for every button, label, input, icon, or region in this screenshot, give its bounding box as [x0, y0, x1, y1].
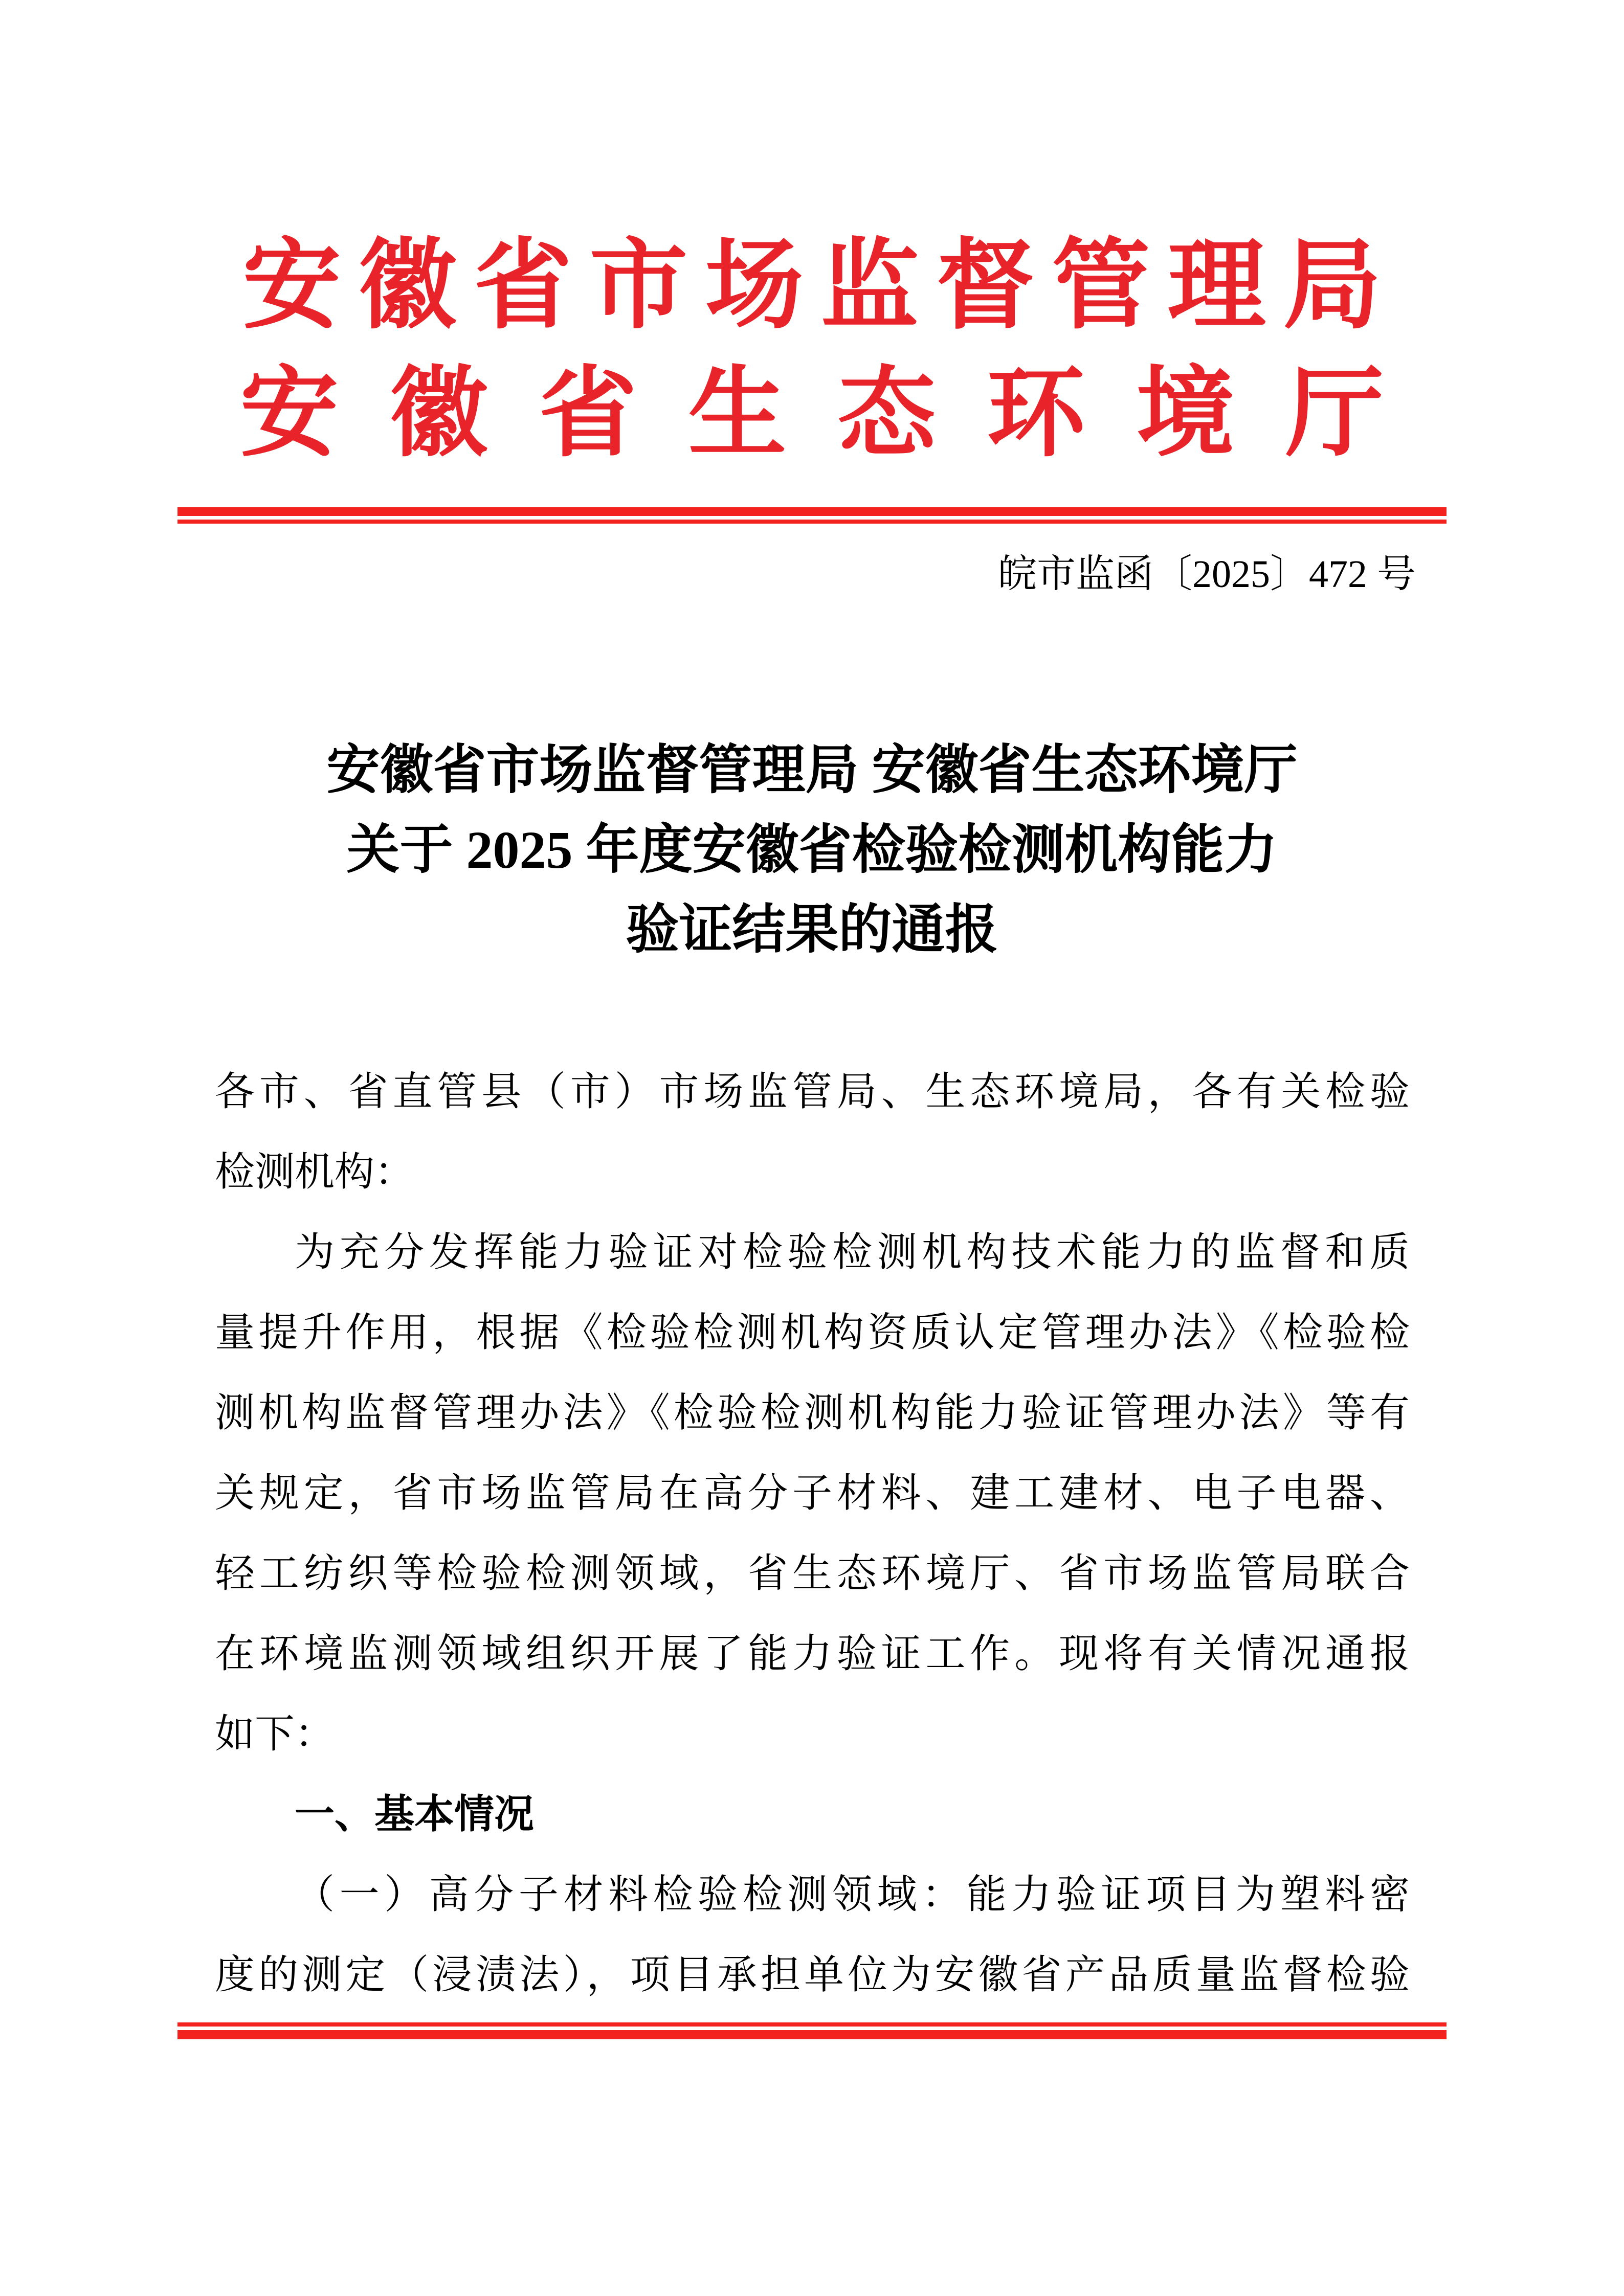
title-line-2: 关于 2025 年度安徽省检验检测机构能力 — [346, 821, 1278, 880]
body-line: 各市、省直管县（市）市场监管局、生态环境局，各有关检验 — [215, 1069, 1410, 1114]
body-line: 如下： — [215, 1712, 335, 1756]
body-line: 为充分发挥能力验证对检验检测机构技术能力的监督和质 — [295, 1230, 1410, 1274]
body-line: 测机构监督管理办法》《检验检测机构能力验证管理办法》等有 — [215, 1390, 1410, 1435]
document-number: 皖市监函〔2025〕472 号 — [998, 553, 1416, 596]
body-line: 量提升作用，根据《检验检测机构资质认定管理办法》《检验检 — [215, 1310, 1410, 1355]
body-line: 度的测定（浸渍法），项目承担单位为安徽省产品质量监督检验 — [215, 1952, 1410, 1997]
section-heading: 一、基本情况 — [295, 1791, 535, 1836]
header-rule-thin — [177, 520, 1447, 524]
body-line: 在环境监测领域组织开展了能力验证工作。现将有关情况通报 — [215, 1631, 1410, 1676]
document-title — [0, 731, 1624, 970]
title-line-3: 验证结果的通报 — [626, 901, 998, 959]
title-line-1: 安徽省市场监督管理局 安徽省生态环境厅 — [326, 741, 1298, 800]
body-line: 轻工纺织等检验检测领域，省生态环境厅、省市场监管局联合 — [215, 1551, 1410, 1595]
body-line: 检测机构： — [215, 1150, 415, 1194]
header-rule-thick — [177, 507, 1447, 516]
body-line: 关规定，省市场监管局在高分子材料、建工建材、电子电器、 — [215, 1471, 1410, 1515]
footer-rule-thin — [177, 2022, 1447, 2027]
footer-rule-thick — [177, 2030, 1447, 2039]
letterhead-agency-line-2: 安徽省生态环境厅 — [240, 359, 1435, 468]
document-body — [215, 1051, 1410, 2015]
letterhead-agency-line-1: 安徽省市场监督管理局 — [242, 232, 1399, 341]
body-line: （一）高分子材料检验检测领域：能力验证项目为塑料密 — [295, 1872, 1410, 1917]
